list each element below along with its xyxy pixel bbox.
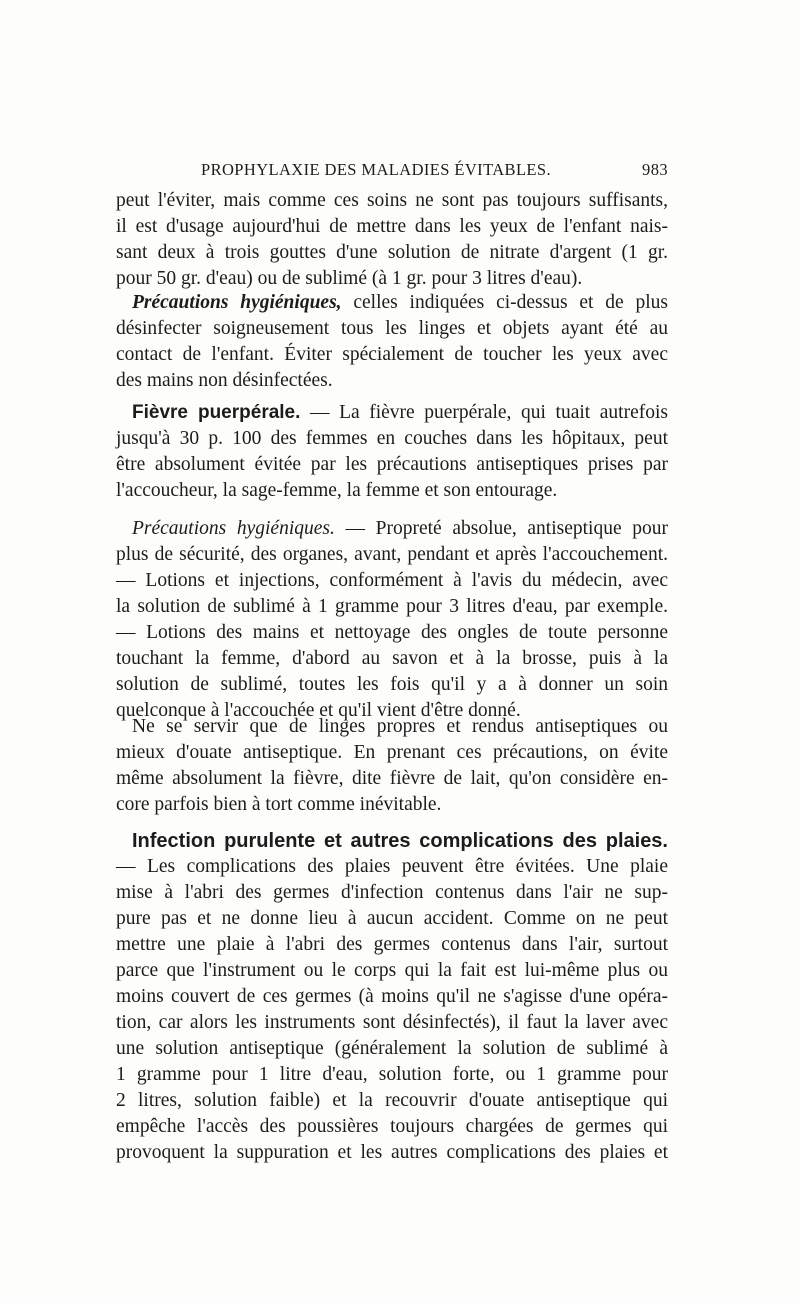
- text-line: moins couvert de ces germes (à moins qu'il ne s'agisse d'une opéra-: [116, 986, 668, 1007]
- text-line: core parfois bien à tort comme inévitable.: [116, 794, 442, 815]
- page-number: 983: [642, 160, 668, 179]
- text-line: tion, car alors les instruments sont désinfectés), il faut la laver avec: [116, 1012, 668, 1033]
- text-line: la solution de sublimé à 1 gramme pour 3 litres d'eau, par exemple.: [116, 596, 668, 617]
- section-heading: Fièvre puerpérale.: [132, 402, 301, 423]
- running-header: [116, 160, 668, 182]
- text-line: — Les complications des plaies peuvent être évitées. Une plaie: [116, 856, 668, 877]
- section-line: [116, 400, 668, 426]
- text-line: contact de l'enfant. Éviter spécialement de toucher les yeux avec: [116, 344, 668, 365]
- text-line: sant deux à trois gouttes d'une solution de nitrate d'argent (1 gr.: [116, 242, 668, 263]
- italic-lead: Précautions hygiéniques,: [132, 292, 342, 313]
- paragraph-line: [116, 290, 668, 316]
- text-line: une solution antiseptique (généralement la solution de sublimé à: [116, 1038, 668, 1059]
- text-line: des mains non désinfectées.: [116, 370, 333, 391]
- text-line: pure pas et ne donne lieu à aucun accident. Comme on ne peut: [116, 908, 668, 929]
- text-line: 2 litres, solution faible) et la recouvrir d'ouate antiseptique qui: [116, 1090, 668, 1111]
- text-line: même absolument la fièvre, dite fièvre de lait, qu'on considère en-: [116, 768, 668, 789]
- text-line: être absolument évitée par les précautions antiseptiques prises par: [116, 454, 668, 475]
- text-line: désinfecter soigneusement tous les linges et objets ayant été au: [116, 318, 668, 339]
- text-line: mettre une plaie à l'abri des germes contenus dans l'air, surtout: [116, 934, 668, 955]
- text-line: parce que l'instrument ou le corps qui la fait est lui-même plus ou: [116, 960, 668, 981]
- text-run: celles indiquées ci-dessus et de plus: [341, 292, 668, 313]
- text-line: provoquent la suppuration et les autres complications des plaies et: [116, 1142, 668, 1163]
- text-line: 1 gramme pour 1 litre d'eau, solution forte, ou 1 gramme pour: [116, 1064, 668, 1085]
- text-line: plus de sécurité, des organes, avant, pendant et après l'accouchement.: [116, 544, 668, 565]
- text-line: solution de sublimé, toutes les fois qu'il y a à donner un soin: [116, 674, 668, 695]
- text-line: l'accoucheur, la sage-femme, la femme et son entourage.: [116, 480, 558, 501]
- running-title: PROPHYLAXIE DES MALADIES ÉVITABLES.: [201, 160, 552, 179]
- text-line: mise à l'abri des germes d'infection contenus dans l'air ne sup-: [116, 882, 668, 903]
- text-line: empêche l'accès des poussières toujours chargées de germes qui: [116, 1116, 668, 1137]
- text-line: — Lotions des mains et nettoyage des ongles de toute personne: [116, 622, 668, 643]
- italic-lead: Précautions hygiéniques.: [132, 518, 335, 539]
- text-line: jusqu'à 30 p. 100 des femmes en couches dans les hôpitaux, peut: [116, 428, 668, 449]
- text-line: peut l'éviter, mais comme ces soins ne sont pas toujours suffisants,: [116, 190, 668, 211]
- text-line: quelconque à l'accouchée et qu'il vient d'être donné.: [116, 700, 521, 721]
- text-line: il est d'usage aujourd'hui de mettre dans les yeux de l'enfant nais-: [116, 216, 668, 237]
- text-line: pour 50 gr. d'eau) ou de sublimé (à 1 gr. pour 3 litres d'eau).: [116, 268, 583, 289]
- paragraph-line: [116, 516, 668, 542]
- section-heading: Infection purulente et autres complications des plaies.: [132, 830, 668, 852]
- text-line: — Lotions et injections, conformément à l'avis du médecin, avec: [116, 570, 668, 591]
- text-line: touchant la femme, d'abord au savon et à la brosse, puis à la: [116, 648, 668, 669]
- text-run: — Propreté absolue, antiseptique pour: [334, 518, 668, 539]
- text-run: — La fièvre puerpérale, qui tuait autrefois: [300, 402, 668, 423]
- text-line: mieux d'ouate antiseptique. En prenant ces précautions, on évite: [116, 742, 668, 763]
- text-line: Ne se servir que de linges propres et rendus antiseptiques ou: [132, 716, 668, 737]
